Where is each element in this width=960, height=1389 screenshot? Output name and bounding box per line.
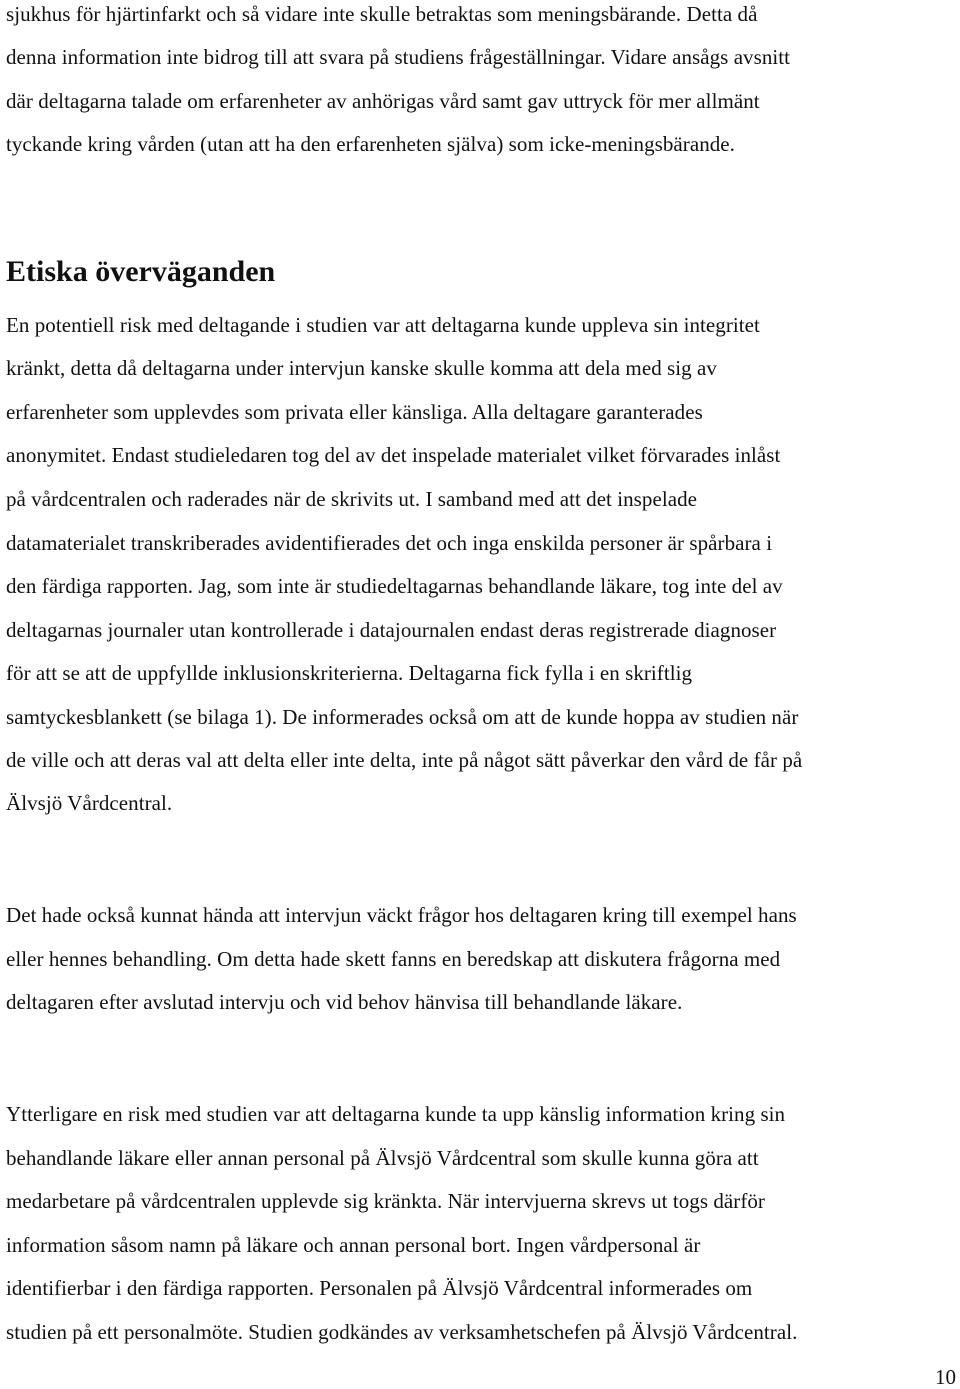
text-line: Ytterligare en risk med studien var att deltagarna kunde ta upp känslig information kring sin	[6, 1102, 786, 1126]
text-line: eller hennes behandling. Om detta hade skett fanns en beredskap att diskutera frågorna med	[6, 947, 781, 971]
text-line: behandlande läkare eller annan personal på Älvsjö Vårdcentral som skulle kunna göra att	[6, 1146, 759, 1170]
text-line: erfarenheter som upplevdes som privata eller känsliga. Alla deltagare garanterades	[6, 400, 703, 424]
text-line: datamaterialet transkriberades avidentifierades det och inga enskilda personer är spårbara i	[6, 531, 773, 555]
text-line: identifierbar i den färdiga rapporten. Personalen på Älvsjö Vårdcentral informerades om	[6, 1276, 753, 1300]
text-line: deltagarnas journaler utan kontrollerade i datajournalen endast deras registrerade diagnoser	[6, 618, 777, 642]
text-line: samtyckesblankett (se bilaga 1). De informerades också om att de kunde hoppa av studien när	[6, 705, 799, 729]
text-line: kränkt, detta då deltagarna under intervjun kanske skulle komma att dela med sig av	[6, 356, 717, 380]
text-line: denna information inte bidrog till att svara på studiens frågeställningar. Vidare ansågs avsnitt	[6, 45, 791, 69]
text-line: En potentiell risk med deltagande i studien var att deltagarna kunde uppleva sin integritet	[6, 313, 760, 337]
text-line: för att se att de uppfyllde inklusionskriterierna. Deltagarna fick fylla i en skriftlig	[6, 661, 693, 685]
text-line: medarbetare på vårdcentralen upplevde sig kränkta. När intervjuerna skrevs ut togs därför	[6, 1189, 765, 1213]
page-number: 10	[935, 1365, 956, 1389]
text-line: där deltagarna talade om erfarenheter av anhörigas vård samt gav uttryck för mer allmänt	[6, 89, 760, 113]
text-line: tyckande kring vården (utan att ha den erfarenheten själva) som icke-meningsbärande.	[6, 132, 735, 156]
text-line: studien på ett personalmöte. Studien godkändes av verksamhetschefen på Älvsjö Vårdcentral.	[6, 1320, 798, 1344]
text-line: de ville och att deras val att delta eller inte delta, inte på något sätt påverkar den vård de får på	[6, 748, 803, 772]
text-line: den färdiga rapporten. Jag, som inte är studiedeltagarnas behandlande läkare, tog inte del av	[6, 574, 783, 598]
text-line: Älvsjö Vårdcentral.	[6, 791, 173, 815]
text-line: på vårdcentralen och raderades när de skrivits ut. I samband med att det inspelade	[6, 487, 697, 511]
text-line: information såsom namn på läkare och annan personal bort. Ingen vårdpersonal är	[6, 1233, 701, 1257]
text-line: deltagaren efter avslutad intervju och vid behov hänvisa till behandlande läkare.	[6, 990, 683, 1014]
text-line: anonymitet. Endast studieledaren tog del av det inspelade materialet vilket förvarades inlåst	[6, 443, 781, 467]
text-line: sjukhus för hjärtinfarkt och så vidare inte skulle betraktas som meningsbärande. Detta då	[6, 2, 758, 26]
text-line: Det hade också kunnat hända att intervjun väckt frågor hos deltagaren kring till exempel hans	[6, 903, 797, 927]
section-heading: Etiska överväganden	[6, 255, 276, 288]
